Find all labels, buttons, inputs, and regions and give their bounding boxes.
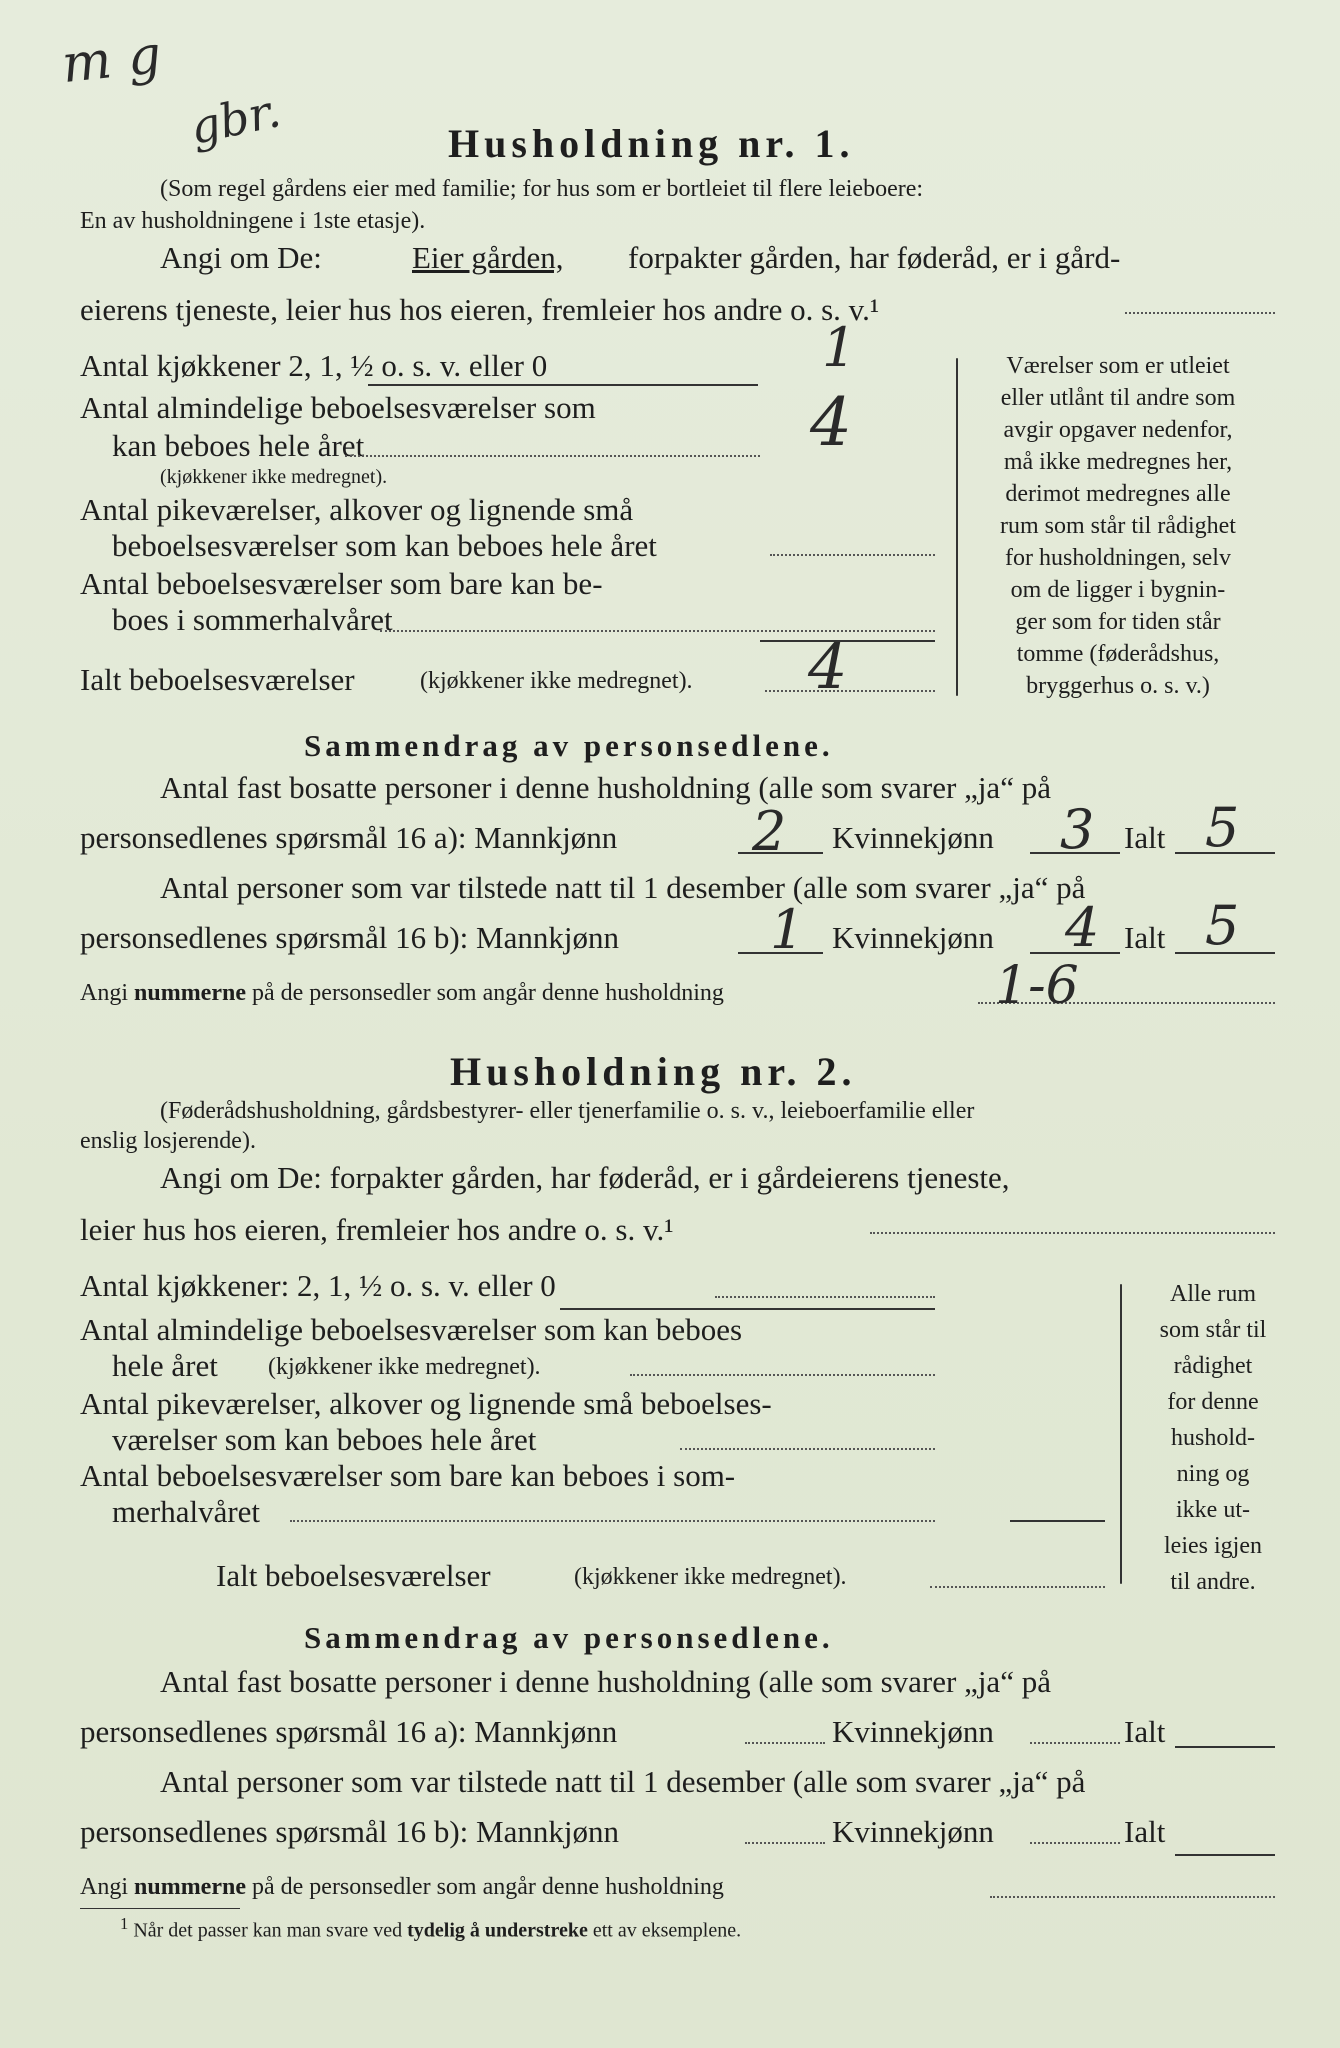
handwritten-annotation-2: gbr. bbox=[185, 83, 286, 155]
h1-numbers-label bbox=[80, 980, 724, 1007]
h2-total-paren: (kjøkkener ikke medregnet). bbox=[574, 1564, 847, 1590]
h2-side-note-line: ning og bbox=[1176, 1461, 1250, 1487]
h2-sum-rule bbox=[1010, 1520, 1105, 1522]
footnote-text-before: Når det passer kan man svare ved bbox=[133, 1919, 403, 1942]
h1-rooms-dots bbox=[345, 455, 760, 457]
h1-side-brace bbox=[956, 358, 958, 696]
h1-numbers-rest: på de personsedler som angår denne husholdning bbox=[251, 980, 724, 1006]
footnote bbox=[120, 1914, 741, 1943]
h1-side-note-line: må ikke medregnes her, bbox=[1003, 449, 1233, 475]
h2-side-note-line: hushold- bbox=[1171, 1425, 1255, 1451]
h1-total-line bbox=[765, 690, 935, 692]
h1-rooms-value: 4 bbox=[810, 384, 852, 461]
h1-fast-male: 2 bbox=[752, 800, 787, 863]
h1-side-note bbox=[968, 350, 1268, 702]
h2-kitchens-label: Antal kjøkkener: 2, 1, ½ o. s. v. eller 0 bbox=[80, 1268, 556, 1303]
handwritten-annotation: m g bbox=[59, 24, 164, 96]
h1-present-line2: personsedlenes spørsmål 16 b): Mannkjønn bbox=[80, 920, 619, 955]
h2-present-total-line bbox=[1175, 1854, 1275, 1856]
h2-summer-line bbox=[290, 1520, 935, 1522]
h2-present-female-line bbox=[1030, 1842, 1120, 1844]
h1-present-line1: Antal personer som var tilstede natt til 1 desember (alle som svarer „ja“ på bbox=[160, 870, 1086, 905]
h1-numbers-bold: nummerne bbox=[134, 980, 246, 1006]
h2-fast-ialt-label: Ialt bbox=[1124, 1714, 1166, 1749]
h1-present-male: 1 bbox=[770, 898, 805, 961]
h1-angi-answer: Eier gården, bbox=[412, 240, 564, 275]
h2-fast-total-line bbox=[1175, 1746, 1275, 1748]
h2-summer-label1: Antal beboelsesværelser som bare kan beboes i som- bbox=[80, 1458, 736, 1493]
h1-fast-line2: personsedlenes spørsmål 16 a): Mannkjønn bbox=[80, 820, 618, 855]
h2-rooms-label1: Antal almindelige beboelsesværelser som kan beboes bbox=[80, 1312, 743, 1347]
h1-angi-rest: forpakter gården, har føderåd, er i gård- bbox=[628, 240, 1121, 275]
h1-side-note-line: om de ligger i bygnin- bbox=[1010, 577, 1226, 603]
h1-note-line2: En av husholdningene i 1ste etasje). bbox=[80, 208, 426, 234]
footnote-rule bbox=[80, 1908, 240, 1909]
h2-note-line1: (Føderådshusholdning, gårdsbestyrer- eller tjenerfamilie o. s. v., leieboerfamilie eller bbox=[160, 1098, 975, 1124]
h1-side-note-line: derimot medregnes alle bbox=[1005, 481, 1231, 507]
h2-side-note-line: som står til bbox=[1159, 1317, 1267, 1343]
h2-kitchens-rule bbox=[560, 1308, 935, 1310]
h2-side-note-line: leies igjen bbox=[1164, 1533, 1262, 1559]
h2-present-ialt-label: Ialt bbox=[1124, 1814, 1166, 1849]
h1-side-note-line: ger som for tiden står bbox=[1015, 609, 1221, 635]
h1-summary-title: Sammendrag av personsedlene. bbox=[304, 728, 834, 763]
h1-fast-line1: Antal fast bosatte personer i denne husholdning (alle som svarer „ja“ på bbox=[160, 770, 1051, 805]
h1-side-note-line: for husholdningen, selv bbox=[1005, 545, 1231, 571]
h2-numbers-label bbox=[80, 1874, 724, 1901]
h1-angi-prefix: Angi om De: bbox=[160, 240, 322, 275]
h2-note-line2: enslig losjerende). bbox=[80, 1128, 256, 1154]
h2-kitchens-line bbox=[715, 1296, 935, 1298]
h1-summer-label2: boes i sommerhalvåret bbox=[112, 602, 393, 637]
h2-fast-female-label: Kvinnekjønn bbox=[832, 1714, 994, 1749]
h1-side-note-line: Værelser som er utleiet bbox=[1006, 353, 1230, 379]
h2-rooms-line bbox=[630, 1374, 935, 1376]
h1-fast-total: 5 bbox=[1205, 796, 1240, 859]
h2-numbers-rest: på de personsedler som angår denne husholdning bbox=[251, 1874, 724, 1900]
h2-present-male-line bbox=[745, 1842, 825, 1844]
h2-fast-line2: personsedlenes spørsmål 16 a): Mannkjønn bbox=[80, 1714, 618, 1749]
h1-kitchens-label: Antal kjøkkener 2, 1, ½ o. s. v. eller 0 bbox=[80, 348, 548, 383]
h2-side-brace bbox=[1120, 1284, 1122, 1584]
h1-fast-female: 3 bbox=[1060, 798, 1095, 861]
h1-present-female-label: Kvinnekjønn bbox=[832, 920, 994, 955]
h1-side-note-line: avgir opgaver nedenfor, bbox=[1003, 417, 1233, 443]
h2-total-line bbox=[930, 1586, 1105, 1588]
h2-fast-female-line bbox=[1030, 1742, 1120, 1744]
h1-rooms-label1: Antal almindelige beboelsesværelser som bbox=[80, 390, 596, 425]
h2-angi-line2: leier hus hos eieren, fremleier hos andre o. s. v.¹ bbox=[80, 1212, 674, 1247]
h1-side-note-line: bryggerhus o. s. v.) bbox=[1026, 673, 1210, 699]
h1-sum-rule bbox=[760, 640, 935, 642]
h2-maid-label1: Antal pikeværelser, alkover og lignende små beboelses- bbox=[80, 1386, 772, 1421]
h1-summer-line bbox=[380, 630, 935, 632]
h2-rooms-paren: (kjøkkener ikke medregnet). bbox=[268, 1354, 541, 1380]
h2-side-note bbox=[1128, 1276, 1298, 1600]
h1-maid-line bbox=[770, 554, 935, 556]
h1-present-female: 4 bbox=[1065, 896, 1100, 959]
h2-summary-title: Sammendrag av personsedlene. bbox=[304, 1620, 834, 1655]
h1-side-note-line: eller utlånt til andre som bbox=[1000, 385, 1236, 411]
h2-present-female-label: Kvinnekjønn bbox=[832, 1814, 994, 1849]
h1-present-ialt-label: Ialt bbox=[1124, 920, 1166, 955]
h2-present-line2: personsedlenes spørsmål 16 b): Mannkjønn bbox=[80, 1814, 619, 1849]
h1-angi-fill-line bbox=[1125, 312, 1275, 314]
h2-summer-label2: merhalvåret bbox=[112, 1494, 261, 1529]
h2-angi-fill-line bbox=[870, 1232, 1275, 1234]
h1-numbers-prefix: Angi bbox=[80, 980, 128, 1006]
h1-total-value: 4 bbox=[808, 630, 848, 703]
h2-side-note-line: rådighet bbox=[1173, 1353, 1253, 1379]
h2-rooms-label2: hele året bbox=[112, 1348, 218, 1383]
h1-kitchens-line bbox=[368, 384, 758, 386]
h2-angi-line1: Angi om De: forpakter gården, har føderåd, er i gårdeierens tjeneste, bbox=[160, 1160, 1010, 1195]
h2-fast-line1: Antal fast bosatte personer i denne husholdning (alle som svarer „ja“ på bbox=[160, 1664, 1051, 1699]
h2-title: Husholdning nr. 2. bbox=[450, 1049, 857, 1094]
h1-note-line1: (Som regel gårdens eier med familie; for hus som er bortleiet til flere leieboere: bbox=[160, 176, 924, 202]
h1-present-total: 5 bbox=[1205, 894, 1240, 957]
h1-fast-ialt-label: Ialt bbox=[1124, 820, 1166, 855]
h2-maid-label2: værelser som kan beboes hele året bbox=[112, 1422, 537, 1457]
footnote-marker: 1 bbox=[120, 1914, 129, 1933]
h2-numbers-bold: nummerne bbox=[134, 1874, 246, 1900]
h2-side-note-line: til andre. bbox=[1170, 1569, 1256, 1595]
h1-rooms-label2: kan beboes hele året bbox=[112, 428, 365, 463]
h2-side-note-line: for denne bbox=[1167, 1389, 1259, 1415]
h2-numbers-line bbox=[990, 1896, 1275, 1898]
h1-numbers-value: 1-6 bbox=[995, 956, 1079, 1016]
h1-summer-label1: Antal beboelsesværelser som bare kan be- bbox=[80, 566, 603, 601]
h1-maid-label1: Antal pikeværelser, alkover og lignende små bbox=[80, 492, 634, 527]
h1-total-label: Ialt beboelsesværelser bbox=[80, 662, 355, 697]
h1-side-note-line: rum som står til rådighet bbox=[1000, 513, 1236, 539]
h2-present-line1: Antal personer som var tilstede natt til 1 desember (alle som svarer „ja“ på bbox=[160, 1764, 1086, 1799]
h2-side-note-line: ikke ut- bbox=[1176, 1497, 1250, 1523]
h2-total-label: Ialt beboelsesværelser bbox=[216, 1558, 491, 1593]
h1-side-note-line: tomme (føderådshus, bbox=[1016, 641, 1220, 667]
h1-fast-female-label: Kvinnekjønn bbox=[832, 820, 994, 855]
h2-numbers-prefix: Angi bbox=[80, 1874, 128, 1900]
h2-side-note-line: Alle rum bbox=[1170, 1281, 1256, 1307]
h1-kitchens-value: 1 bbox=[822, 316, 857, 379]
footnote-text-bold: tydelig å understreke bbox=[407, 1919, 588, 1942]
h1-rooms-label3: (kjøkkener ikke medregnet). bbox=[160, 466, 388, 488]
h2-fast-male-line bbox=[745, 1742, 825, 1744]
h1-angi-line2: eierens tjeneste, leier hus hos eieren, fremleier hos andre o. s. v.¹ bbox=[80, 292, 880, 327]
footnote-text-after: ett av eksemplene. bbox=[592, 1919, 742, 1942]
h2-maid-line bbox=[680, 1448, 935, 1450]
h1-maid-label2: beboelsesværelser som kan beboes hele året bbox=[112, 528, 657, 563]
h1-total-paren: (kjøkkener ikke medregnet). bbox=[420, 668, 693, 694]
h1-title: Husholdning nr. 1. bbox=[448, 121, 855, 166]
